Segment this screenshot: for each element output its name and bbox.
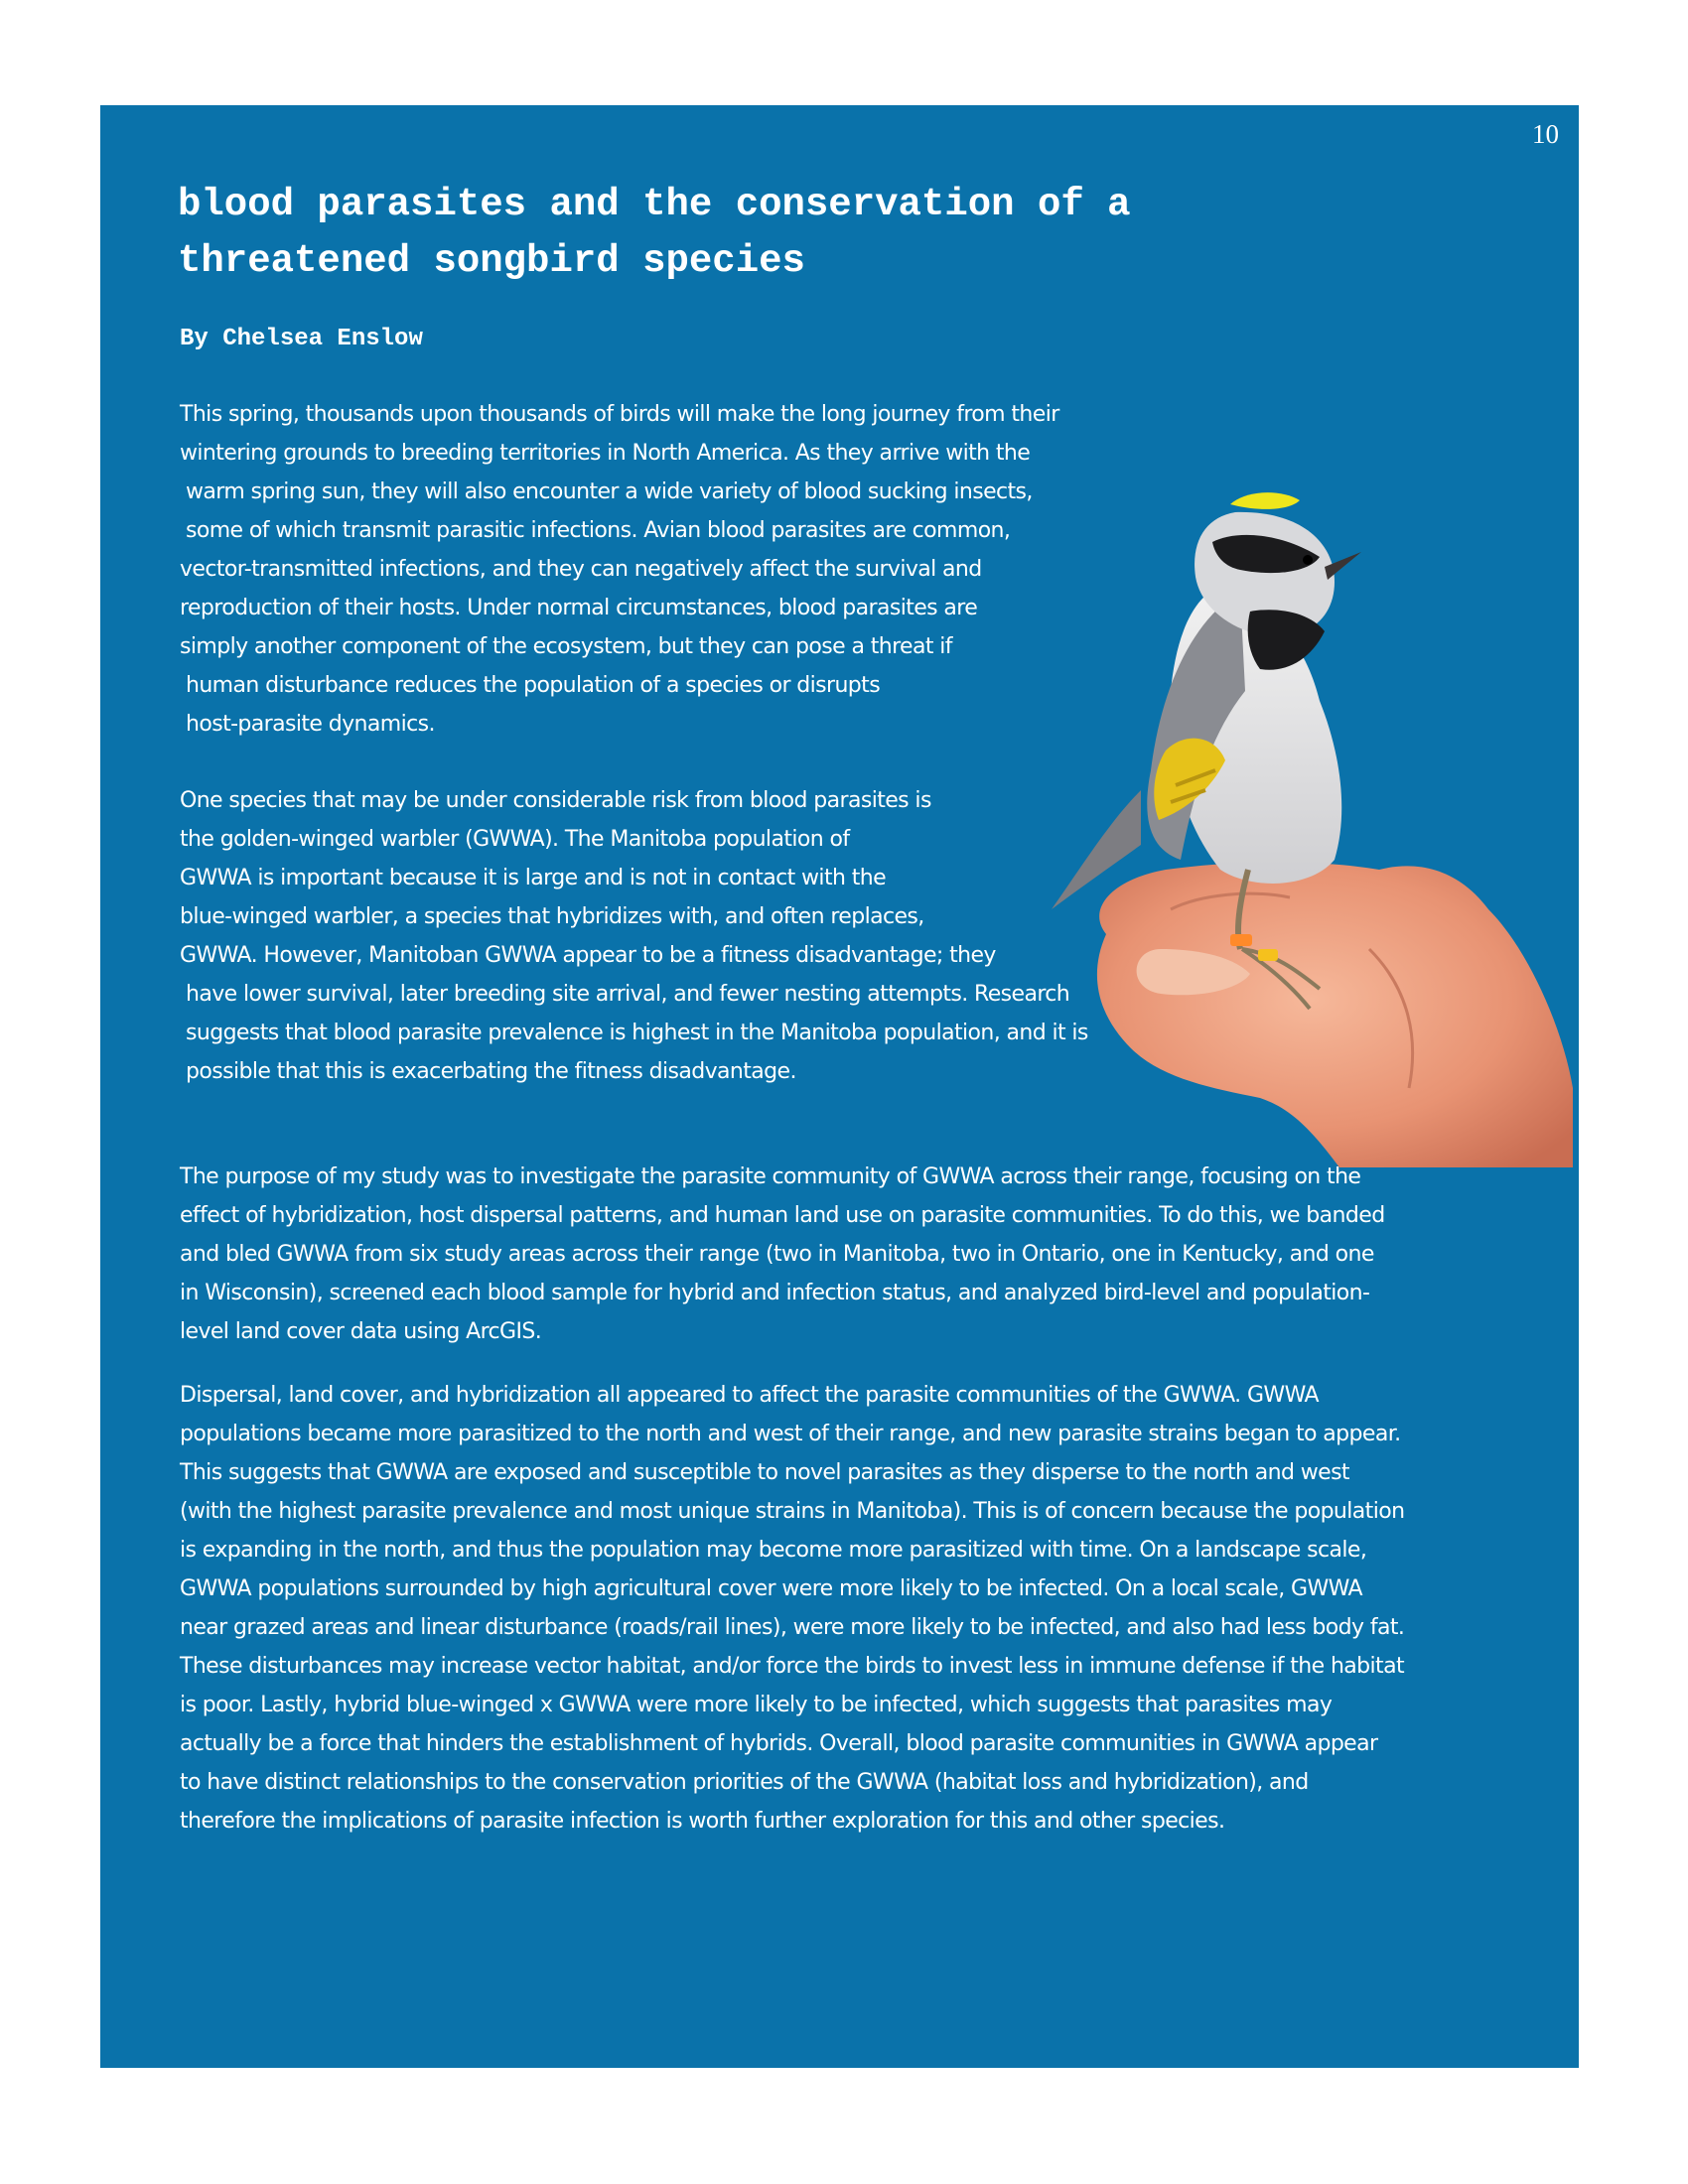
text-line: blue-winged warbler, a species that hybridizes with, and often replaces,: [180, 904, 924, 929]
text-line: have lower survival, later breeding site arrival, and fewer nesting attempts. Research: [186, 982, 1070, 1007]
text-line: GWWA is important because it is large and is not in contact with the: [180, 866, 887, 890]
warbler-bird: [1052, 492, 1361, 909]
text-line: reproduction of their hosts. Under normal circumstances, blood parasites are: [180, 596, 978, 620]
paragraph-study-purpose: [180, 1158, 1510, 1351]
text-line: These disturbances may increase vector habitat, and/or force the birds to invest less in immune defense if the habitat: [180, 1654, 1404, 1679]
text-line: GWWA. However, Manitoban GWWA appear to be a fitness disadvantage; they: [180, 943, 996, 968]
text-line: actually be a force that hinders the establishment of hybrids. Overall, blood parasite communities in GWWA appear: [180, 1731, 1378, 1756]
text-line: populations became more parasitized to the north and west of their range, and new parasite strains began to appear.: [180, 1422, 1401, 1446]
warbler-on-hand-photo: [992, 393, 1573, 1187]
text-line: One species that may be under considerable risk from blood parasites is: [180, 788, 931, 813]
hand-shape: [1097, 863, 1573, 1168]
paragraph-findings: [180, 1376, 1515, 1841]
text-line: is expanding in the north, and thus the population may become more parasitized with time. On a landscape scale,: [180, 1538, 1367, 1563]
text-line: therefore the implications of parasite infection is worth further exploration for this and other species.: [180, 1809, 1225, 1834]
text-line: and bled GWWA from six study areas across their range (two in Manitoba, two in Ontario, one in Kentucky, and one: [180, 1242, 1374, 1267]
text-line: some of which transmit parasitic infections. Avian blood parasites are common,: [186, 518, 1011, 543]
text-line: wintering grounds to breeding territories in North America. As they arrive with the: [180, 441, 1031, 466]
text-line: (with the highest parasite prevalence and most unique strains in Manitoba). This is of concern because the population: [180, 1499, 1405, 1524]
text-line: suggests that blood parasite prevalence is highest in the Manitoba population, and it is: [186, 1021, 1088, 1045]
text-line: in Wisconsin), screened each blood sample for hybrid and infection status, and analyzed bird-level and population-: [180, 1281, 1370, 1305]
text-line: level land cover data using ArcGIS.: [180, 1319, 542, 1344]
text-line: host-parasite dynamics.: [186, 712, 435, 737]
text-line: the golden-winged warbler (GWWA). The Manitoba population of: [180, 827, 850, 852]
text-line: warm spring sun, they will also encounter a wide variety of blood sucking insects,: [186, 479, 1033, 504]
text-line: near grazed areas and linear disturbance (roads/rail lines), were more likely to be infected, and also had less body fat.: [180, 1615, 1405, 1640]
text-line: vector-transmitted infections, and they can negatively affect the survival and: [180, 557, 982, 582]
text-line: This spring, thousands upon thousands of birds will make the long journey from their: [180, 402, 1059, 427]
title-line: blood parasites and the conservation of a: [178, 183, 1131, 226]
article-title: [178, 177, 1349, 290]
text-line: to have distinct relationships to the conservation priorities of the GWWA (habitat loss and hybridization), and: [180, 1770, 1309, 1795]
text-line: simply another component of the ecosystem, but they can pose a threat if: [180, 634, 952, 659]
text-line: effect of hybridization, host dispersal patterns, and human land use on parasite communities. To do this, we banded: [180, 1203, 1385, 1228]
title-line: threatened songbird species: [178, 239, 805, 283]
article-panel: [100, 105, 1579, 2068]
page-number: 10: [1532, 119, 1559, 149]
byline: By Chelsea Enslow: [180, 326, 423, 352]
text-line: is poor. Lastly, hybrid blue-winged x GWWA were more likely to be infected, which suggests that parasites may: [180, 1693, 1333, 1717]
text-line: GWWA populations surrounded by high agricultural cover were more likely to be infected. On a local scale, GWWA: [180, 1576, 1362, 1601]
text-line: The purpose of my study was to investigate the parasite community of GWWA across their range, focusing on the: [180, 1164, 1361, 1189]
text-line: human disturbance reduces the population of a species or disrupts: [186, 673, 881, 698]
text-line: possible that this is exacerbating the fitness disadvantage.: [186, 1059, 796, 1084]
text-line: This suggests that GWWA are exposed and susceptible to novel parasites as they disperse to the north and west: [180, 1460, 1349, 1485]
text-line: Dispersal, land cover, and hybridization all appeared to affect the parasite communities of the GWWA. GWWA: [180, 1383, 1319, 1408]
